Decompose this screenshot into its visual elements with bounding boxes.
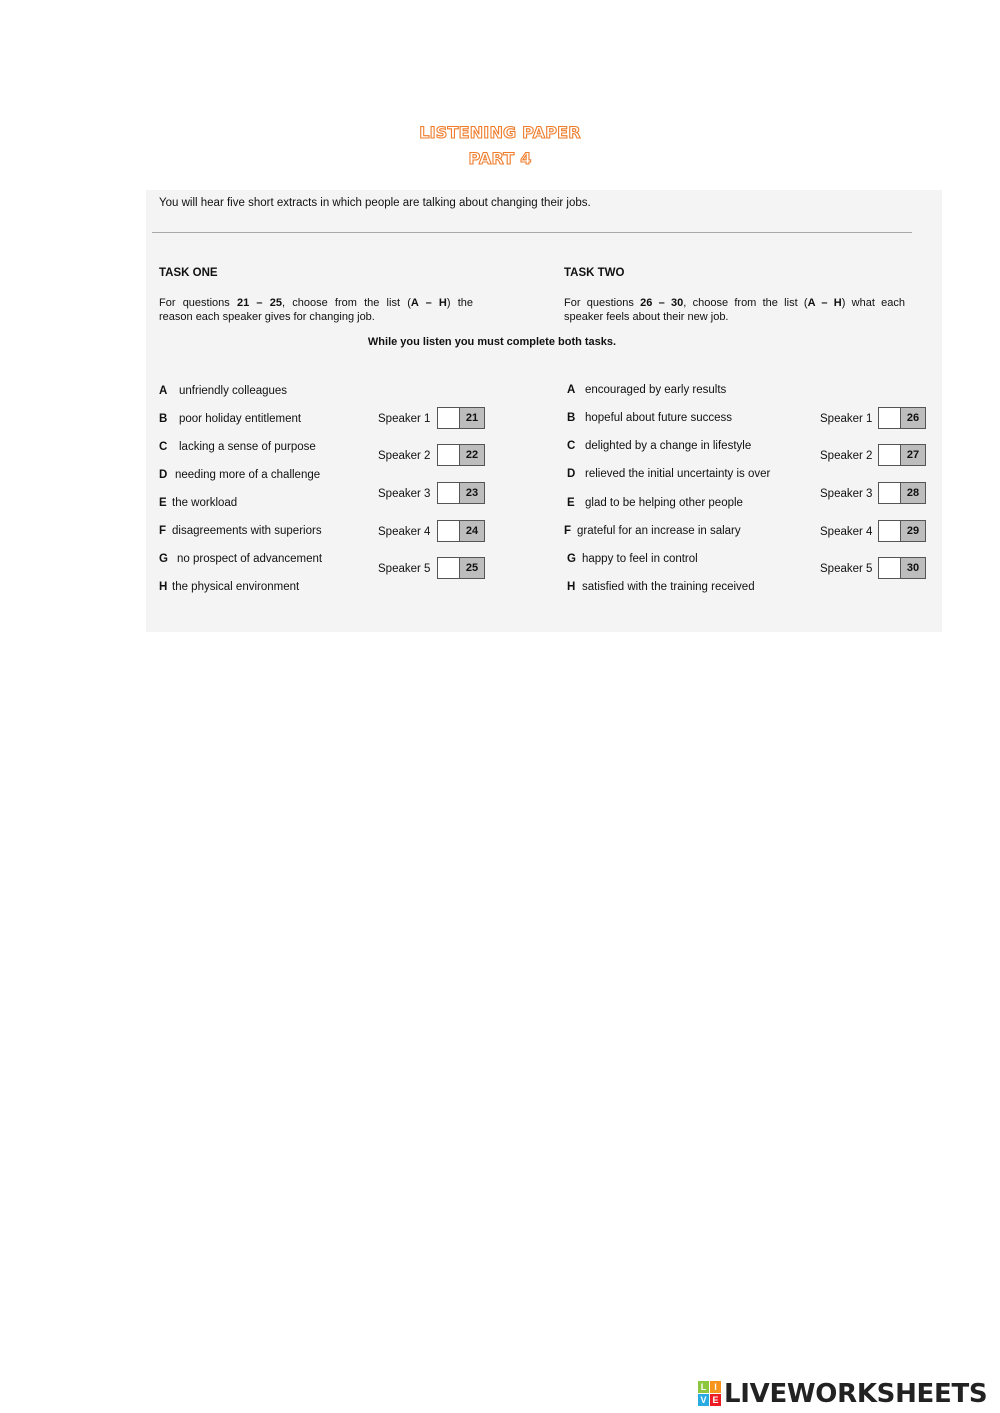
question-number: 30 [900, 558, 925, 578]
answer-box[interactable] [437, 407, 485, 429]
option-item: H satisfied with the training received [567, 581, 755, 593]
option-item: H the physical environment [159, 581, 300, 593]
speaker-label: Speaker 2 [820, 450, 873, 462]
liveworksheets-logo[interactable] [698, 1378, 987, 1410]
answer-box[interactable] [878, 407, 926, 429]
speaker-label: Speaker 1 [378, 413, 431, 425]
page-subtitle: PART 4 [468, 149, 532, 168]
option-item: A unfriendly colleagues [159, 385, 288, 397]
question-number: 25 [459, 558, 484, 578]
question-number: 28 [900, 483, 925, 503]
answer-box[interactable] [437, 520, 485, 542]
answer-box[interactable] [437, 482, 485, 504]
speaker-label: Speaker 4 [378, 526, 431, 538]
answer-box[interactable] [437, 444, 485, 466]
task-one-instructions: For questions 21 – 25, choose from the list (A – H) the reason each speaker gives for changing job. [159, 297, 473, 323]
speaker-label: Speaker 1 [820, 413, 873, 425]
both-tasks-note: While you listen you must complete both tasks. [367, 336, 617, 348]
option-item: C lacking a sense of purpose [159, 441, 316, 453]
answer-box[interactable] [878, 444, 926, 466]
answer-box[interactable] [878, 520, 926, 542]
speaker-label: Speaker 3 [378, 488, 431, 500]
answer-box[interactable] [437, 557, 485, 579]
question-number: 23 [459, 483, 484, 503]
option-item: B poor holiday entitlement [159, 413, 302, 425]
speaker-label: Speaker 5 [378, 563, 431, 575]
intro-text: You will hear five short extracts in which people are talking about changing their jobs. [159, 197, 591, 209]
question-number: 21 [459, 408, 484, 428]
answer-box[interactable] [878, 482, 926, 504]
answer-box[interactable] [878, 557, 926, 579]
task-two-instructions: For questions 26 – 30, choose from the list (A – H) what each speaker feels about their new job. [564, 297, 905, 323]
question-number: 29 [900, 521, 925, 541]
option-item: G happy to feel in control [567, 553, 698, 565]
task-two-heading: TASK TWO [564, 267, 625, 279]
question-number: 24 [459, 521, 484, 541]
speaker-label: Speaker 2 [378, 450, 431, 462]
question-number: 27 [900, 445, 925, 465]
option-item: E the workload [159, 497, 238, 509]
logo-text: LIVEWORKSHEETS [724, 1379, 988, 1409]
page-title: LISTENING PAPER [419, 123, 581, 142]
liveworksheets-logo-icon: L I V E [698, 1381, 722, 1407]
divider [152, 232, 912, 233]
question-number: 26 [900, 408, 925, 428]
speaker-label: Speaker 3 [820, 488, 873, 500]
option-item: A encouraged by early results [567, 384, 727, 396]
option-item: D needing more of a challenge [159, 469, 321, 481]
question-number: 22 [459, 445, 484, 465]
option-item: E glad to be helping other people [567, 497, 743, 509]
option-item: C delighted by a change in lifestyle [567, 440, 752, 452]
option-item: F disagreements with superiors [159, 525, 322, 537]
task-one-heading: TASK ONE [159, 267, 218, 279]
speaker-label: Speaker 4 [820, 526, 873, 538]
option-item: D relieved the initial uncertainty is over [567, 468, 771, 480]
option-item: F grateful for an increase in salary [564, 525, 741, 537]
option-item: B hopeful about future success [567, 412, 733, 424]
speaker-label: Speaker 5 [820, 563, 873, 575]
option-item: G no prospect of advancement [159, 553, 323, 565]
